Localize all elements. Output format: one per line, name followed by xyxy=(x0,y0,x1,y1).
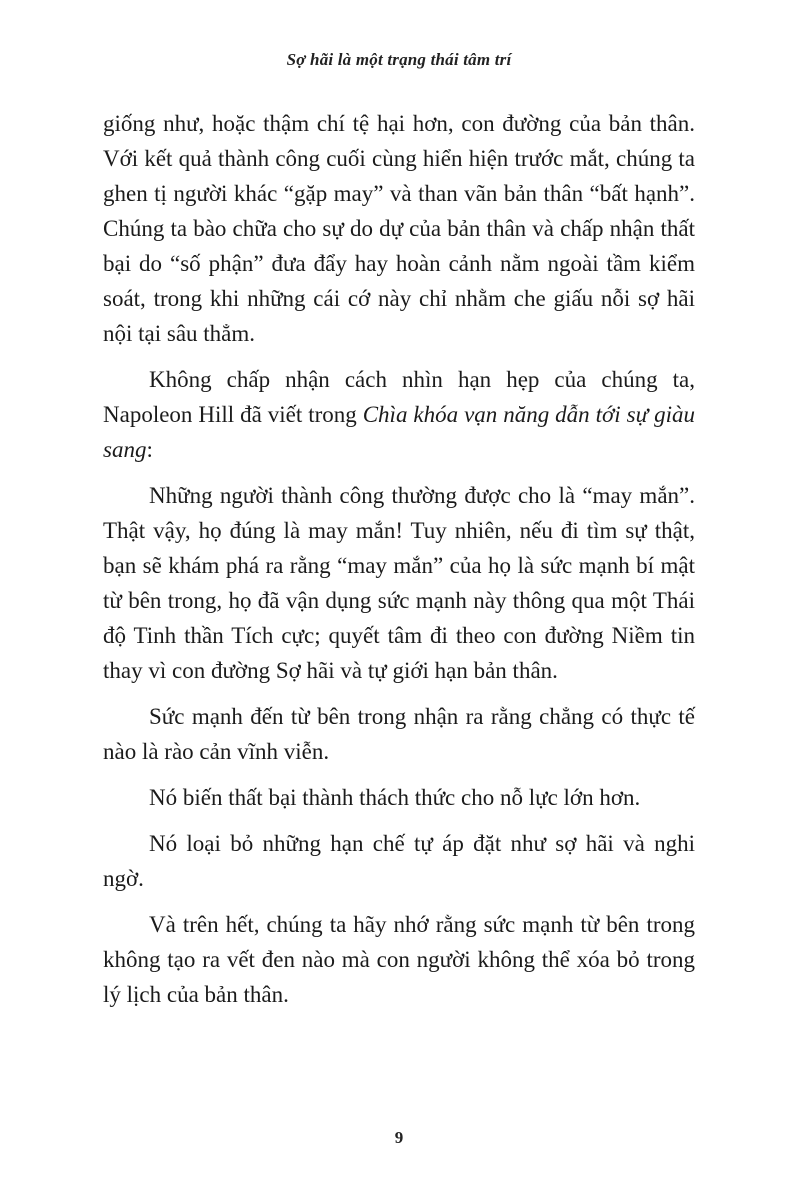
paragraph-text: Không chấp nhận cách nhìn hạn hẹp của chúng ta, Napoleon Hill đã viết trong xyxy=(103,367,695,427)
paragraph-text: Nó loại bỏ những hạn chế tự áp đặt như sợ hãi và nghi ngờ. xyxy=(103,831,695,891)
paragraph-text: Sức mạnh đến từ bên trong nhận ra rằng chẳng có thực tế nào là rào cản vĩnh viễn. xyxy=(103,704,695,764)
paragraph xyxy=(103,699,695,769)
paragraph xyxy=(103,826,695,896)
paragraph xyxy=(103,907,695,1012)
paragraph-text: Nó biến thất bại thành thách thức cho nỗ lực lớn hơn. xyxy=(149,785,641,810)
paragraph xyxy=(103,478,695,688)
paragraph-text: : xyxy=(146,437,153,462)
paragraph xyxy=(103,780,695,815)
paragraph-text: Những người thành công thường được cho là “may mắn”. Thật vậy, họ đúng là may mắn! Tuy nhiên, nếu đi tìm sự thật, bạn sẽ khám phá ra rằng “may mắn” của họ là sức mạnh bí mật từ bên trong, họ đã vận dụng sức mạnh này thông qua một Thái độ Tinh thần Tích cực; quyết tâm đi theo con đường Niềm tin thay vì con đường Sợ hãi và tự giới hạn bản thân. xyxy=(103,483,695,683)
page-body xyxy=(103,106,695,1012)
page-number: 9 xyxy=(394,1128,404,1147)
book-title-italic: Chìa khóa vạn năng dẫn tới sự giàu sang xyxy=(103,402,695,462)
paragraph-text: Và trên hết, chúng ta hãy nhớ rằng sức mạnh từ bên trong không tạo ra vết đen nào mà con người không thể xóa bỏ trong lý lịch của bản thân. xyxy=(103,912,695,1007)
paragraph xyxy=(103,106,695,351)
running-header: Sợ hãi là một trạng thái tâm trí xyxy=(286,50,512,69)
paragraph xyxy=(103,362,695,467)
paragraph-text: giống như, hoặc thậm chí tệ hại hơn, con đường của bản thân. Với kết quả thành công cuối cùng hiển hiện trước mắt, chúng ta ghen tị người khác “gặp may” và than vãn bản thân “bất hạnh”. Chúng ta bào chữa cho sự do dự của bản thân và chấp nhận thất bại do “số phận” đưa đẩy hay hoàn cảnh nằm ngoài tầm kiểm soát, trong khi những cái cớ này chỉ nhằm che giấu nỗi sợ hãi nội tại sâu thẳm. xyxy=(103,111,695,346)
